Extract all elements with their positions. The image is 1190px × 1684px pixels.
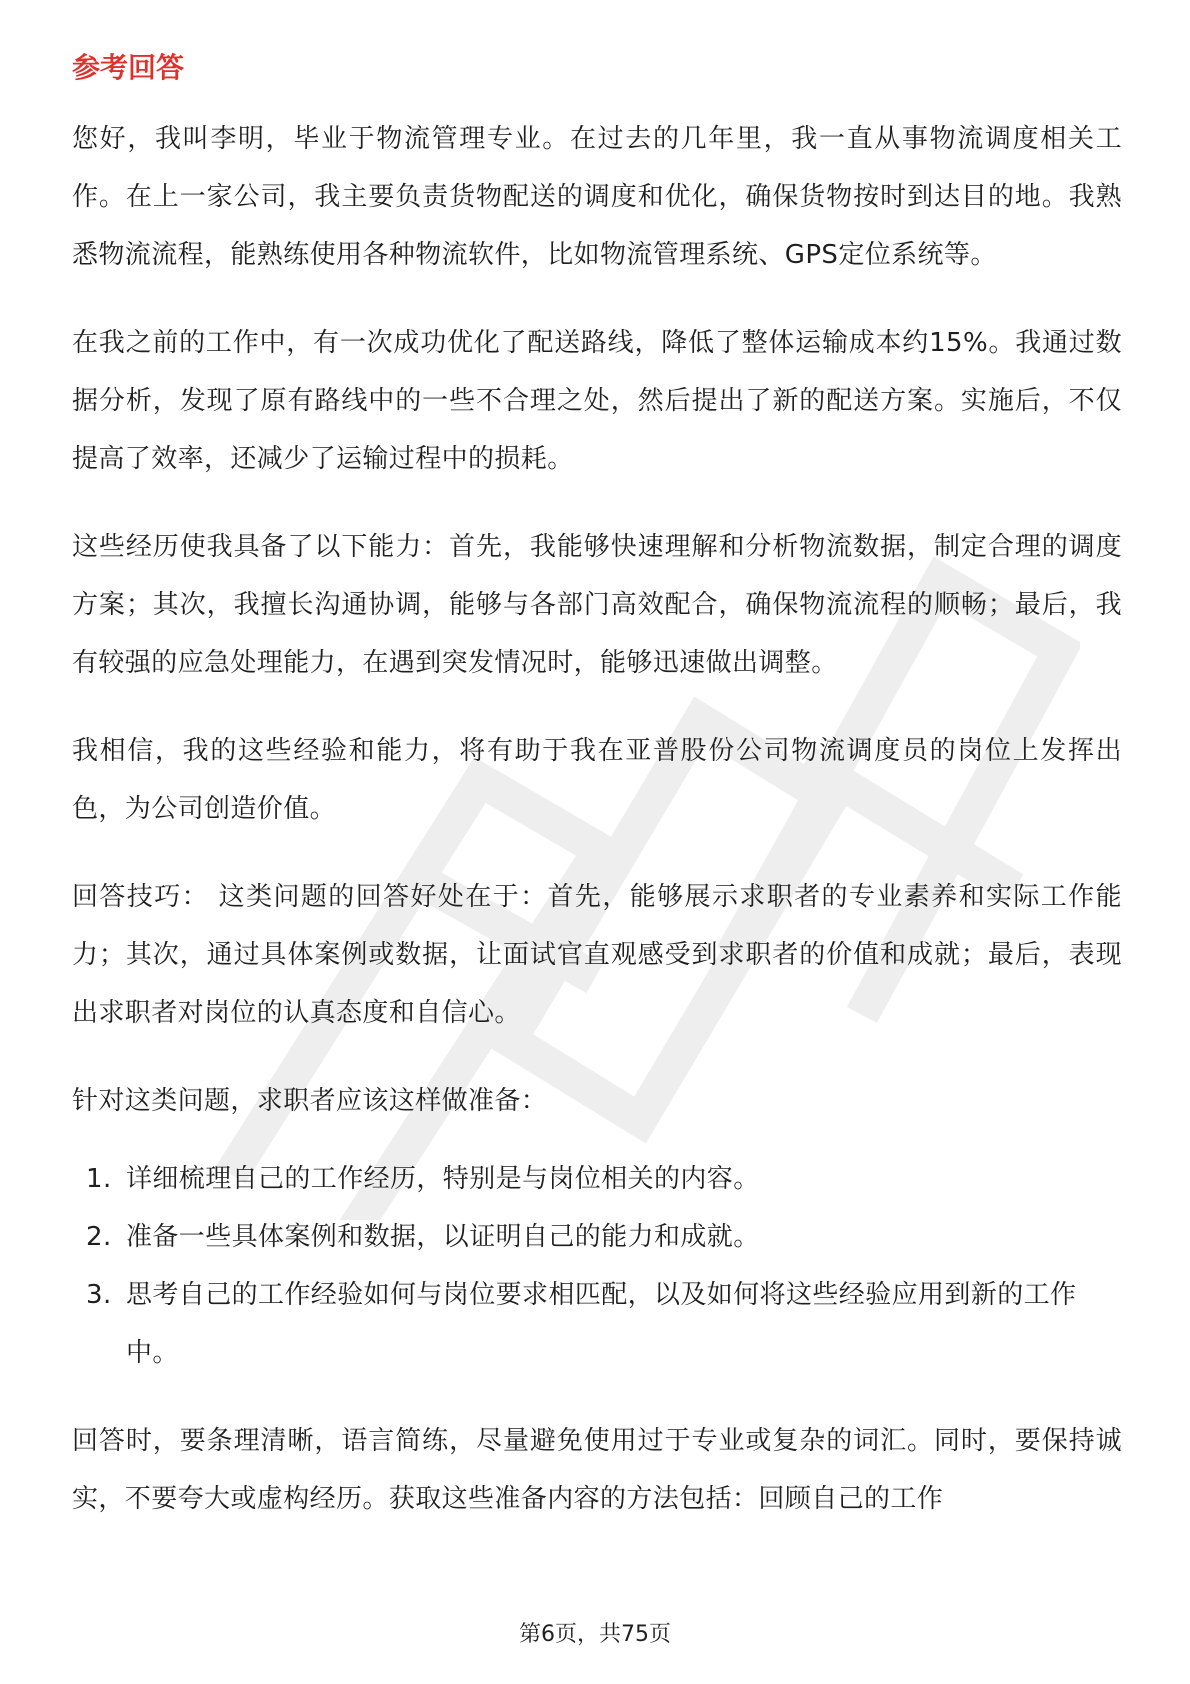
paragraph-intro: 您好，我叫李明，毕业于物流管理专业。在过去的几年里，我一直从事物流调度相关工作。在上一家公司，我主要负责货物配送的调度和优化，确保货物按时到达目的地。我熟悉物流流程，能熟练使用各种物流软件，比如物流管理系统、GPS定位系统等。 — [72, 124, 1122, 270]
document-page — [72, 48, 1122, 1558]
list-item — [72, 1266, 1122, 1382]
preparation-list — [72, 1150, 1122, 1382]
paragraph-closing: 回答时，要条理清晰，语言简练，尽量避免使用过于专业或复杂的词汇。同时，要保持诚实，不要夸大或虚构经历。获取这些准备内容的方法包括：回顾自己的工作 — [72, 1426, 1122, 1514]
list-item — [72, 1150, 1122, 1208]
list-number: 2. — [86, 1222, 112, 1252]
paragraph-conclusion: 我相信，我的这些经验和能力，将有助于我在亚普股份公司物流调度员的岗位上发挥出色，为公司创造价值。 — [72, 736, 1122, 824]
paragraph-tips: 回答技巧： 这类问题的回答好处在于：首先，能够展示求职者的专业素养和实际工作能力；其次，通过具体案例或数据，让面试官直观感受到求职者的价值和成就；最后，表现出求职者对岗位的认真态度和自信心。 — [72, 882, 1122, 1028]
paragraph-preparation: 针对这类问题，求职者应该这样做准备： — [72, 1086, 548, 1116]
answer-heading: 参考回答 — [72, 51, 185, 84]
list-number: 1. — [86, 1164, 112, 1194]
list-text: 思考自己的工作经验如何与岗位要求相匹配，以及如何将这些经验应用到新的工作中。 — [126, 1280, 1077, 1368]
list-text: 详细梳理自己的工作经历，特别是与岗位相关的内容。 — [126, 1164, 760, 1194]
list-item — [72, 1208, 1122, 1266]
list-number: 3. — [86, 1280, 112, 1310]
paragraph-abilities: 这些经历使我具备了以下能力：首先，我能够快速理解和分析物流数据，制定合理的调度方案；其次，我擅长沟通协调，能够与各部门高效配合，确保物流流程的顺畅；最后，我有较强的应急处理能力，在遇到突发情况时，能够迅速做出调整。 — [72, 532, 1122, 678]
paragraph-achievement: 在我之前的工作中，有一次成功优化了配送路线，降低了整体运输成本约15%。我通过数据分析，发现了原有路线中的一些不合理之处，然后提出了新的配送方案。实施后，不仅提高了效率，还减少了运输过程中的损耗。 — [72, 328, 1122, 474]
page-number: 第6页，共75页 — [519, 1622, 671, 1647]
list-text: 准备一些具体案例和数据，以证明自己的能力和成就。 — [126, 1222, 760, 1252]
